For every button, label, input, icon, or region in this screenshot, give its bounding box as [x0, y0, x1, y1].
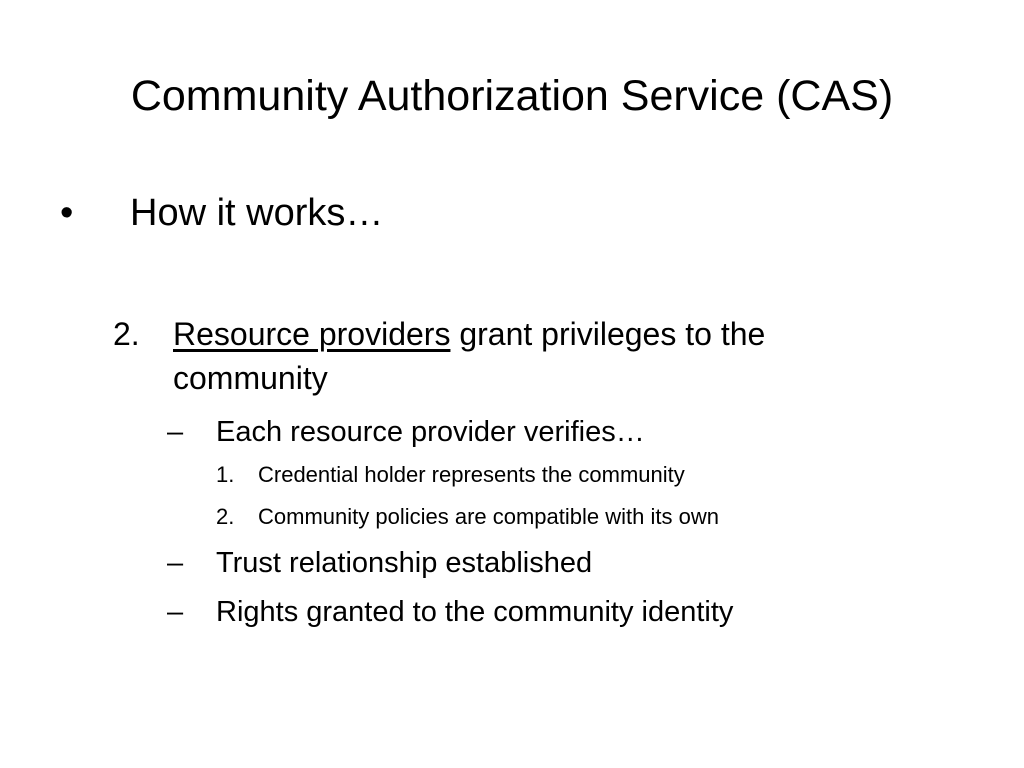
sub-marker: 2.	[216, 504, 235, 529]
sub-marker: 1.	[216, 462, 235, 487]
dash-text: Each resource provider verifies…	[216, 416, 645, 448]
numbered-text-line2: community	[173, 360, 328, 396]
dash-text: Rights granted to the community identity	[216, 596, 734, 628]
bullet-marker: •	[60, 192, 74, 234]
dash-text: Trust relationship established	[216, 547, 593, 579]
bullet-text: How it works…	[130, 192, 384, 234]
sub-text: Credential holder represents the community	[258, 462, 685, 487]
resource-providers-underlined: Resource providers	[173, 316, 451, 352]
numbered-text	[173, 312, 943, 400]
slide-title: Community Authorization Service (CAS)	[130, 72, 894, 120]
numbered-marker: 2.	[113, 316, 140, 352]
dash-marker: –	[167, 547, 184, 579]
numbered-text-line1	[173, 312, 943, 356]
numbered-text-rest: grant privileges to the	[450, 316, 766, 352]
dash-marker: –	[167, 596, 184, 628]
sub-text: Community policies are compatible with its own	[258, 504, 719, 529]
dash-marker: –	[167, 416, 184, 448]
